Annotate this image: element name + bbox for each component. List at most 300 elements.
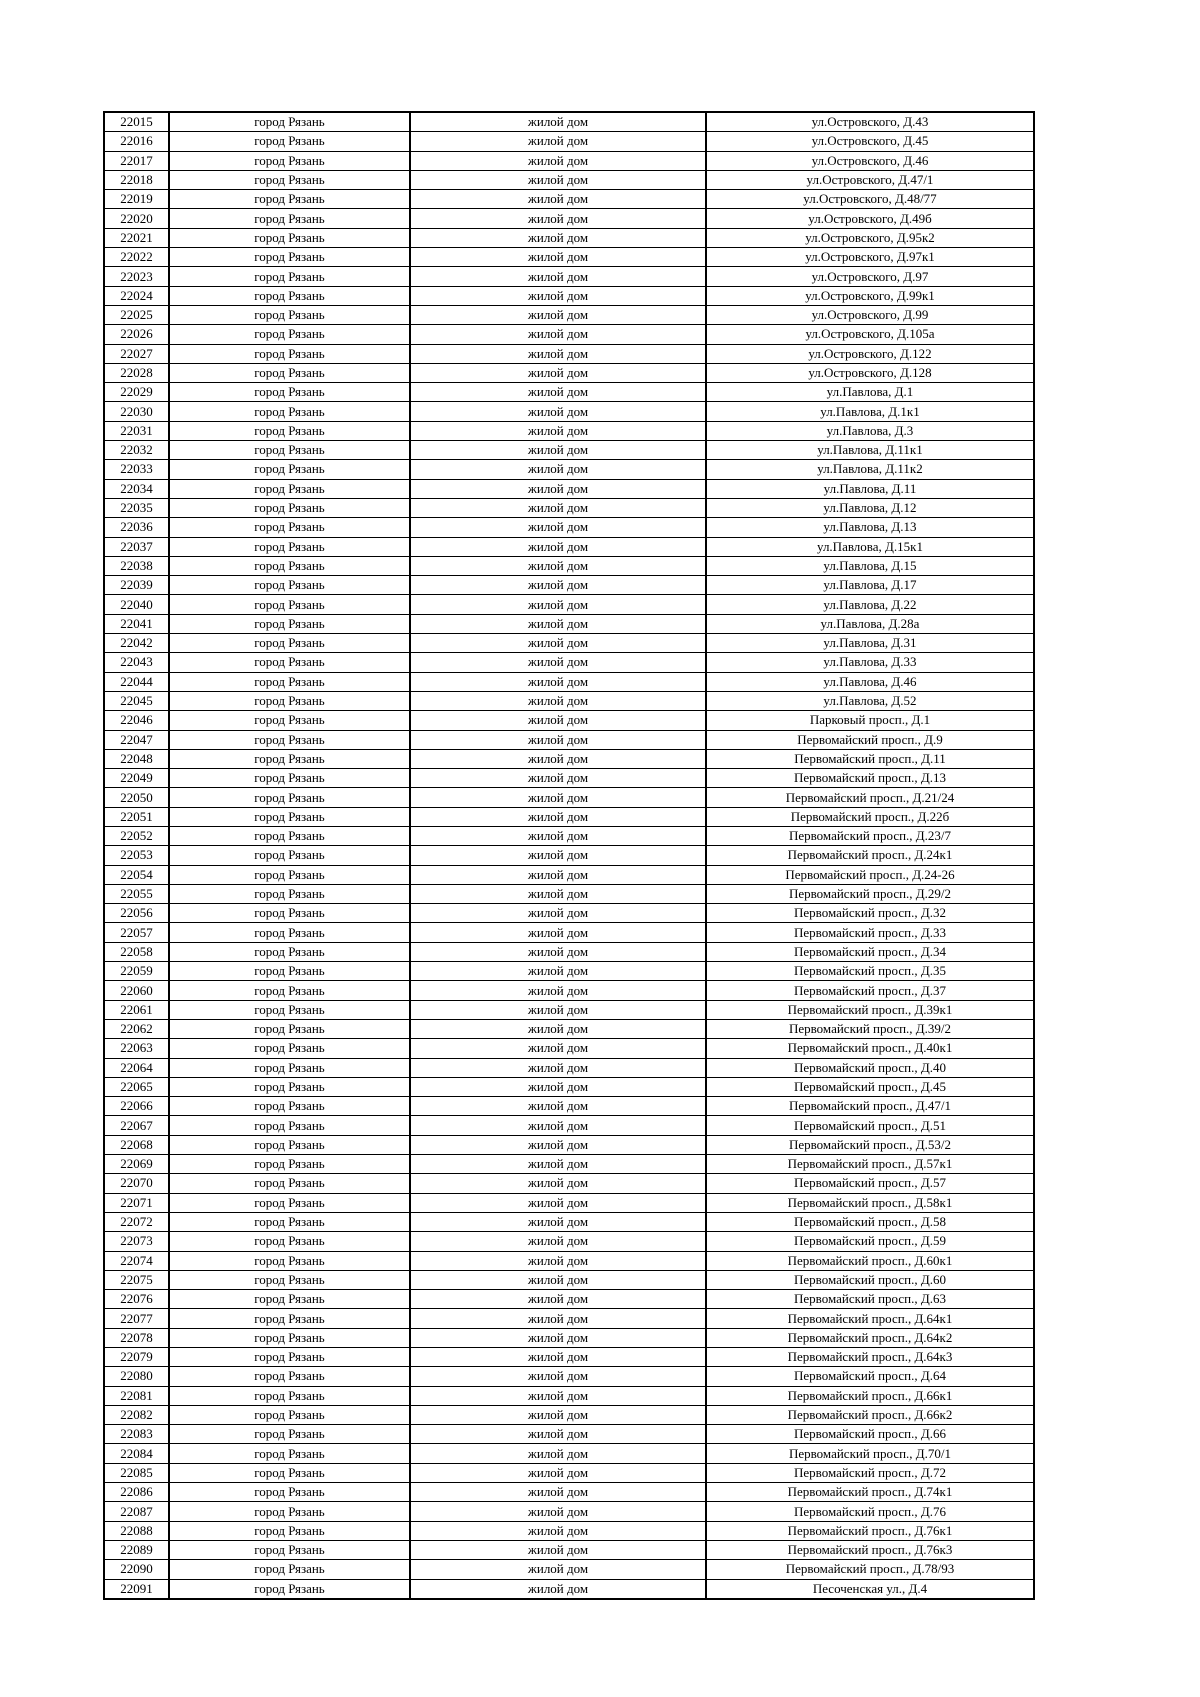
object-type-cell: жилой дом	[410, 190, 706, 209]
table-row	[104, 1193, 1034, 1212]
row-number-cell: 22059	[104, 962, 169, 981]
table-row	[104, 441, 1034, 460]
table-row	[104, 884, 1034, 903]
row-number-cell: 22083	[104, 1425, 169, 1444]
row-number-cell: 22072	[104, 1212, 169, 1231]
city-cell: город Рязань	[169, 441, 410, 460]
object-type-cell: жилой дом	[410, 923, 706, 942]
object-type-cell: жилой дом	[410, 305, 706, 324]
city-cell: город Рязань	[169, 498, 410, 517]
table-row	[104, 1579, 1034, 1599]
row-number-cell: 22070	[104, 1174, 169, 1193]
address-cell: Первомайский просп., Д.57	[706, 1174, 1034, 1193]
row-number-cell: 22041	[104, 614, 169, 633]
row-number-cell: 22075	[104, 1270, 169, 1289]
address-cell: Первомайский просп., Д.40	[706, 1058, 1034, 1077]
address-cell: Первомайский просп., Д.63	[706, 1290, 1034, 1309]
row-number-cell: 22048	[104, 749, 169, 768]
table-row	[104, 1251, 1034, 1270]
city-cell: город Рязань	[169, 1019, 410, 1038]
table-row	[104, 344, 1034, 363]
address-cell: ул.Павлова, Д.11	[706, 479, 1034, 498]
row-number-cell: 22016	[104, 132, 169, 151]
city-cell: город Рязань	[169, 537, 410, 556]
object-type-cell: жилой дом	[410, 537, 706, 556]
city-cell: город Рязань	[169, 1328, 410, 1347]
row-number-cell: 22073	[104, 1232, 169, 1251]
row-number-cell: 22068	[104, 1135, 169, 1154]
table-row	[104, 634, 1034, 653]
object-type-cell: жилой дом	[410, 1097, 706, 1116]
city-cell: город Рязань	[169, 1521, 410, 1540]
address-cell: ул.Островского, Д.122	[706, 344, 1034, 363]
table-row	[104, 1367, 1034, 1386]
city-cell: город Рязань	[169, 383, 410, 402]
row-number-cell: 22055	[104, 884, 169, 903]
object-type-cell: жилой дом	[410, 1039, 706, 1058]
object-type-cell: жилой дом	[410, 1193, 706, 1212]
address-cell: Первомайский просп., Д.74к1	[706, 1483, 1034, 1502]
address-cell: Первомайский просп., Д.24-26	[706, 865, 1034, 884]
row-number-cell: 22079	[104, 1348, 169, 1367]
object-type-cell: жилой дом	[410, 788, 706, 807]
object-type-cell: жилой дом	[410, 653, 706, 672]
address-cell: Первомайский просп., Д.29/2	[706, 884, 1034, 903]
object-type-cell: жилой дом	[410, 286, 706, 305]
city-cell: город Рязань	[169, 1425, 410, 1444]
city-cell: город Рязань	[169, 904, 410, 923]
address-cell: ул.Островского, Д.97	[706, 267, 1034, 286]
object-type-cell: жилой дом	[410, 884, 706, 903]
city-cell: город Рязань	[169, 1212, 410, 1231]
table-row	[104, 209, 1034, 228]
row-number-cell: 22089	[104, 1540, 169, 1559]
address-cell: Первомайский просп., Д.60	[706, 1270, 1034, 1289]
table-row	[104, 1502, 1034, 1521]
row-number-cell: 22037	[104, 537, 169, 556]
row-number-cell: 22028	[104, 363, 169, 382]
address-cell: ул.Островского, Д.49б	[706, 209, 1034, 228]
city-cell: город Рязань	[169, 595, 410, 614]
city-cell: город Рязань	[169, 730, 410, 749]
table-row	[104, 421, 1034, 440]
row-number-cell: 22074	[104, 1251, 169, 1270]
city-cell: город Рязань	[169, 1348, 410, 1367]
city-cell: город Рязань	[169, 479, 410, 498]
table-row	[104, 1212, 1034, 1231]
city-cell: город Рязань	[169, 788, 410, 807]
address-cell: ул.Островского, Д.99к1	[706, 286, 1034, 305]
city-cell: город Рязань	[169, 769, 410, 788]
city-cell: город Рязань	[169, 518, 410, 537]
city-cell: город Рязань	[169, 807, 410, 826]
address-cell: ул.Павлова, Д.15к1	[706, 537, 1034, 556]
row-number-cell: 22047	[104, 730, 169, 749]
row-number-cell: 22087	[104, 1502, 169, 1521]
object-type-cell: жилой дом	[410, 402, 706, 421]
address-cell: Первомайский просп., Д.64	[706, 1367, 1034, 1386]
city-cell: город Рязань	[169, 1579, 410, 1599]
address-cell: ул.Павлова, Д.52	[706, 691, 1034, 710]
table-row	[104, 923, 1034, 942]
address-cell: Первомайский просп., Д.66к2	[706, 1405, 1034, 1424]
table-row	[104, 1155, 1034, 1174]
address-cell: Первомайский просп., Д.34	[706, 942, 1034, 961]
row-number-cell: 22023	[104, 267, 169, 286]
city-cell: город Рязань	[169, 1560, 410, 1579]
object-type-cell: жилой дом	[410, 1058, 706, 1077]
object-type-cell: жилой дом	[410, 904, 706, 923]
table-row	[104, 1270, 1034, 1289]
city-cell: город Рязань	[169, 1077, 410, 1096]
row-number-cell: 22085	[104, 1463, 169, 1482]
address-cell: Первомайский просп., Д.33	[706, 923, 1034, 942]
row-number-cell: 22026	[104, 325, 169, 344]
city-cell: город Рязань	[169, 1463, 410, 1482]
address-cell: Первомайский просп., Д.70/1	[706, 1444, 1034, 1463]
object-type-cell: жилой дом	[410, 1540, 706, 1559]
table-row	[104, 1348, 1034, 1367]
city-cell: город Рязань	[169, 1502, 410, 1521]
address-cell: ул.Островского, Д.48/77	[706, 190, 1034, 209]
row-number-cell: 22025	[104, 305, 169, 324]
city-cell: город Рязань	[169, 1058, 410, 1077]
address-cell: ул.Островского, Д.105а	[706, 325, 1034, 344]
row-number-cell: 22058	[104, 942, 169, 961]
row-number-cell: 22080	[104, 1367, 169, 1386]
object-type-cell: жилой дом	[410, 1212, 706, 1231]
object-type-cell: жилой дом	[410, 1251, 706, 1270]
table-row	[104, 383, 1034, 402]
city-cell: город Рязань	[169, 846, 410, 865]
table-row	[104, 1058, 1034, 1077]
object-type-cell: жилой дом	[410, 1000, 706, 1019]
address-cell: Первомайский просп., Д.39/2	[706, 1019, 1034, 1038]
city-cell: город Рязань	[169, 653, 410, 672]
address-cell: Первомайский просп., Д.51	[706, 1116, 1034, 1135]
table-row	[104, 865, 1034, 884]
object-type-cell: жилой дом	[410, 1483, 706, 1502]
city-cell: город Рязань	[169, 248, 410, 267]
address-cell: Первомайский просп., Д.76к1	[706, 1521, 1034, 1540]
row-number-cell: 22062	[104, 1019, 169, 1038]
table-row	[104, 1405, 1034, 1424]
object-type-cell: жилой дом	[410, 170, 706, 189]
city-cell: город Рязань	[169, 1367, 410, 1386]
object-type-cell: жилой дом	[410, 325, 706, 344]
city-cell: город Рязань	[169, 1483, 410, 1502]
row-number-cell: 22088	[104, 1521, 169, 1540]
row-number-cell: 22052	[104, 826, 169, 845]
table-row	[104, 1463, 1034, 1482]
address-cell: ул.Островского, Д.46	[706, 151, 1034, 170]
address-cell: ул.Павлова, Д.1	[706, 383, 1034, 402]
row-number-cell: 22038	[104, 556, 169, 575]
address-cell: ул.Павлова, Д.28а	[706, 614, 1034, 633]
table-row	[104, 672, 1034, 691]
address-cell: Первомайский просп., Д.58к1	[706, 1193, 1034, 1212]
city-cell: город Рязань	[169, 1270, 410, 1289]
address-cell: Первомайский просп., Д.66	[706, 1425, 1034, 1444]
table-row	[104, 1425, 1034, 1444]
address-cell: Первомайский просп., Д.66к1	[706, 1386, 1034, 1405]
table-row	[104, 1521, 1034, 1540]
table-row	[104, 460, 1034, 479]
object-type-cell: жилой дом	[410, 749, 706, 768]
row-number-cell: 22015	[104, 112, 169, 132]
address-cell: ул.Павлова, Д.11к2	[706, 460, 1034, 479]
object-type-cell: жилой дом	[410, 209, 706, 228]
row-number-cell: 22044	[104, 672, 169, 691]
address-cell: ул.Островского, Д.128	[706, 363, 1034, 382]
table-row	[104, 962, 1034, 981]
city-cell: город Рязань	[169, 1444, 410, 1463]
address-cell: Первомайский просп., Д.39к1	[706, 1000, 1034, 1019]
address-cell: Первомайский просп., Д.64к3	[706, 1348, 1034, 1367]
object-type-cell: жилой дом	[410, 576, 706, 595]
address-cell: Первомайский просп., Д.76	[706, 1502, 1034, 1521]
table-row	[104, 691, 1034, 710]
city-cell: город Рязань	[169, 691, 410, 710]
address-cell: ул.Павлова, Д.17	[706, 576, 1034, 595]
city-cell: город Рязань	[169, 363, 410, 382]
row-number-cell: 22086	[104, 1483, 169, 1502]
object-type-cell: жилой дом	[410, 1425, 706, 1444]
city-cell: город Рязань	[169, 460, 410, 479]
row-number-cell: 22029	[104, 383, 169, 402]
row-number-cell: 22071	[104, 1193, 169, 1212]
object-type-cell: жилой дом	[410, 1579, 706, 1599]
address-cell: Первомайский просп., Д.23/7	[706, 826, 1034, 845]
table-row	[104, 981, 1034, 1000]
row-number-cell: 22060	[104, 981, 169, 1000]
address-cell: ул.Островского, Д.99	[706, 305, 1034, 324]
table-row	[104, 1328, 1034, 1347]
table-row	[104, 363, 1034, 382]
row-number-cell: 22051	[104, 807, 169, 826]
city-cell: город Рязань	[169, 884, 410, 903]
object-type-cell: жилой дом	[410, 132, 706, 151]
object-type-cell: жилой дом	[410, 267, 706, 286]
city-cell: город Рязань	[169, 286, 410, 305]
city-cell: город Рязань	[169, 112, 410, 132]
table-row	[104, 1560, 1034, 1579]
table-row	[104, 1135, 1034, 1154]
city-cell: город Рязань	[169, 421, 410, 440]
object-type-cell: жилой дом	[410, 1560, 706, 1579]
address-cell: Первомайский просп., Д.9	[706, 730, 1034, 749]
table-row	[104, 190, 1034, 209]
object-type-cell: жилой дом	[410, 1270, 706, 1289]
table-row	[104, 653, 1034, 672]
city-cell: город Рязань	[169, 1540, 410, 1559]
address-cell: Парковый просп., Д.1	[706, 711, 1034, 730]
address-cell: ул.Павлова, Д.33	[706, 653, 1034, 672]
city-cell: город Рязань	[169, 614, 410, 633]
city-cell: город Рязань	[169, 865, 410, 884]
object-type-cell: жилой дом	[410, 498, 706, 517]
table-row	[104, 325, 1034, 344]
row-number-cell: 22043	[104, 653, 169, 672]
city-cell: город Рязань	[169, 1174, 410, 1193]
city-cell: город Рязань	[169, 190, 410, 209]
address-cell: Первомайский просп., Д.37	[706, 981, 1034, 1000]
object-type-cell: жилой дом	[410, 634, 706, 653]
city-cell: город Рязань	[169, 228, 410, 247]
city-cell: город Рязань	[169, 1097, 410, 1116]
object-type-cell: жилой дом	[410, 1348, 706, 1367]
city-cell: город Рязань	[169, 942, 410, 961]
row-number-cell: 22091	[104, 1579, 169, 1599]
table-row	[104, 1097, 1034, 1116]
row-number-cell: 22036	[104, 518, 169, 537]
row-number-cell: 22027	[104, 344, 169, 363]
address-cell: ул.Павлова, Д.12	[706, 498, 1034, 517]
address-cell: ул.Павлова, Д.3	[706, 421, 1034, 440]
table-row	[104, 1309, 1034, 1328]
address-table	[103, 111, 1035, 1600]
table-row	[104, 1232, 1034, 1251]
row-number-cell: 22061	[104, 1000, 169, 1019]
object-type-cell: жилой дом	[410, 1521, 706, 1540]
object-type-cell: жилой дом	[410, 1328, 706, 1347]
city-cell: город Рязань	[169, 209, 410, 228]
row-number-cell: 22064	[104, 1058, 169, 1077]
table-row	[104, 826, 1034, 845]
row-number-cell: 22022	[104, 248, 169, 267]
address-cell: ул.Павлова, Д.1к1	[706, 402, 1034, 421]
address-cell: Песоченская ул., Д.4	[706, 1579, 1034, 1599]
object-type-cell: жилой дом	[410, 672, 706, 691]
city-cell: город Рязань	[169, 981, 410, 1000]
object-type-cell: жилой дом	[410, 556, 706, 575]
table-row	[104, 1540, 1034, 1559]
city-cell: город Рязань	[169, 267, 410, 286]
object-type-cell: жилой дом	[410, 1405, 706, 1424]
address-cell: Первомайский просп., Д.59	[706, 1232, 1034, 1251]
row-number-cell: 22053	[104, 846, 169, 865]
row-number-cell: 22046	[104, 711, 169, 730]
row-number-cell: 22067	[104, 1116, 169, 1135]
table-row	[104, 595, 1034, 614]
object-type-cell: жилой дом	[410, 1135, 706, 1154]
city-cell: город Рязань	[169, 1000, 410, 1019]
object-type-cell: жилой дом	[410, 363, 706, 382]
row-number-cell: 22084	[104, 1444, 169, 1463]
object-type-cell: жилой дом	[410, 248, 706, 267]
object-type-cell: жилой дом	[410, 228, 706, 247]
city-cell: город Рязань	[169, 325, 410, 344]
city-cell: город Рязань	[169, 151, 410, 170]
address-cell: Первомайский просп., Д.57к1	[706, 1155, 1034, 1174]
object-type-cell: жилой дом	[410, 1174, 706, 1193]
city-cell: город Рязань	[169, 1193, 410, 1212]
object-type-cell: жилой дом	[410, 711, 706, 730]
table-row	[104, 151, 1034, 170]
row-number-cell: 22081	[104, 1386, 169, 1405]
city-cell: город Рязань	[169, 1386, 410, 1405]
row-number-cell: 22030	[104, 402, 169, 421]
address-cell: Первомайский просп., Д.76к3	[706, 1540, 1034, 1559]
address-cell: Первомайский просп., Д.58	[706, 1212, 1034, 1231]
row-number-cell: 22050	[104, 788, 169, 807]
table-row	[104, 112, 1034, 132]
object-type-cell: жилой дом	[410, 1386, 706, 1405]
address-cell: Первомайский просп., Д.21/24	[706, 788, 1034, 807]
table-row	[104, 267, 1034, 286]
object-type-cell: жилой дом	[410, 807, 706, 826]
row-number-cell: 22019	[104, 190, 169, 209]
object-type-cell: жилой дом	[410, 1232, 706, 1251]
object-type-cell: жилой дом	[410, 1290, 706, 1309]
address-cell: ул.Островского, Д.45	[706, 132, 1034, 151]
address-cell: Первомайский просп., Д.22б	[706, 807, 1034, 826]
city-cell: город Рязань	[169, 962, 410, 981]
table-row	[104, 1444, 1034, 1463]
city-cell: город Рязань	[169, 170, 410, 189]
object-type-cell: жилой дом	[410, 846, 706, 865]
address-cell: ул.Павлова, Д.31	[706, 634, 1034, 653]
address-cell: ул.Павлова, Д.13	[706, 518, 1034, 537]
address-cell: ул.Павлова, Д.46	[706, 672, 1034, 691]
row-number-cell: 22049	[104, 769, 169, 788]
row-number-cell: 22066	[104, 1097, 169, 1116]
city-cell: город Рязань	[169, 1251, 410, 1270]
row-number-cell: 22033	[104, 460, 169, 479]
city-cell: город Рязань	[169, 1309, 410, 1328]
object-type-cell: жилой дом	[410, 479, 706, 498]
address-cell: Первомайский просп., Д.40к1	[706, 1039, 1034, 1058]
city-cell: город Рязань	[169, 1290, 410, 1309]
address-cell: Первомайский просп., Д.72	[706, 1463, 1034, 1482]
row-number-cell: 22069	[104, 1155, 169, 1174]
row-number-cell: 22090	[104, 1560, 169, 1579]
city-cell: город Рязань	[169, 1405, 410, 1424]
table-row	[104, 730, 1034, 749]
table-row	[104, 614, 1034, 633]
object-type-cell: жилой дом	[410, 865, 706, 884]
object-type-cell: жилой дом	[410, 981, 706, 1000]
row-number-cell: 22076	[104, 1290, 169, 1309]
table-row	[104, 749, 1034, 768]
table-row	[104, 305, 1034, 324]
address-cell: ул.Павлова, Д.11к1	[706, 441, 1034, 460]
row-number-cell: 22018	[104, 170, 169, 189]
city-cell: город Рязань	[169, 1232, 410, 1251]
address-cell: ул.Островского, Д.47/1	[706, 170, 1034, 189]
city-cell: город Рязань	[169, 132, 410, 151]
city-cell: город Рязань	[169, 711, 410, 730]
address-cell: ул.Павлова, Д.22	[706, 595, 1034, 614]
table-row	[104, 576, 1034, 595]
row-number-cell: 22020	[104, 209, 169, 228]
table-row	[104, 556, 1034, 575]
row-number-cell: 22045	[104, 691, 169, 710]
table-row	[104, 807, 1034, 826]
object-type-cell: жилой дом	[410, 518, 706, 537]
address-cell: ул.Островского, Д.97к1	[706, 248, 1034, 267]
address-cell: Первомайский просп., Д.32	[706, 904, 1034, 923]
row-number-cell: 22035	[104, 498, 169, 517]
object-type-cell: жилой дом	[410, 421, 706, 440]
object-type-cell: жилой дом	[410, 460, 706, 479]
object-type-cell: жилой дом	[410, 942, 706, 961]
address-cell: Первомайский просп., Д.64к1	[706, 1309, 1034, 1328]
table-row	[104, 942, 1034, 961]
object-type-cell: жилой дом	[410, 1367, 706, 1386]
city-cell: город Рязань	[169, 344, 410, 363]
table-row	[104, 1000, 1034, 1019]
